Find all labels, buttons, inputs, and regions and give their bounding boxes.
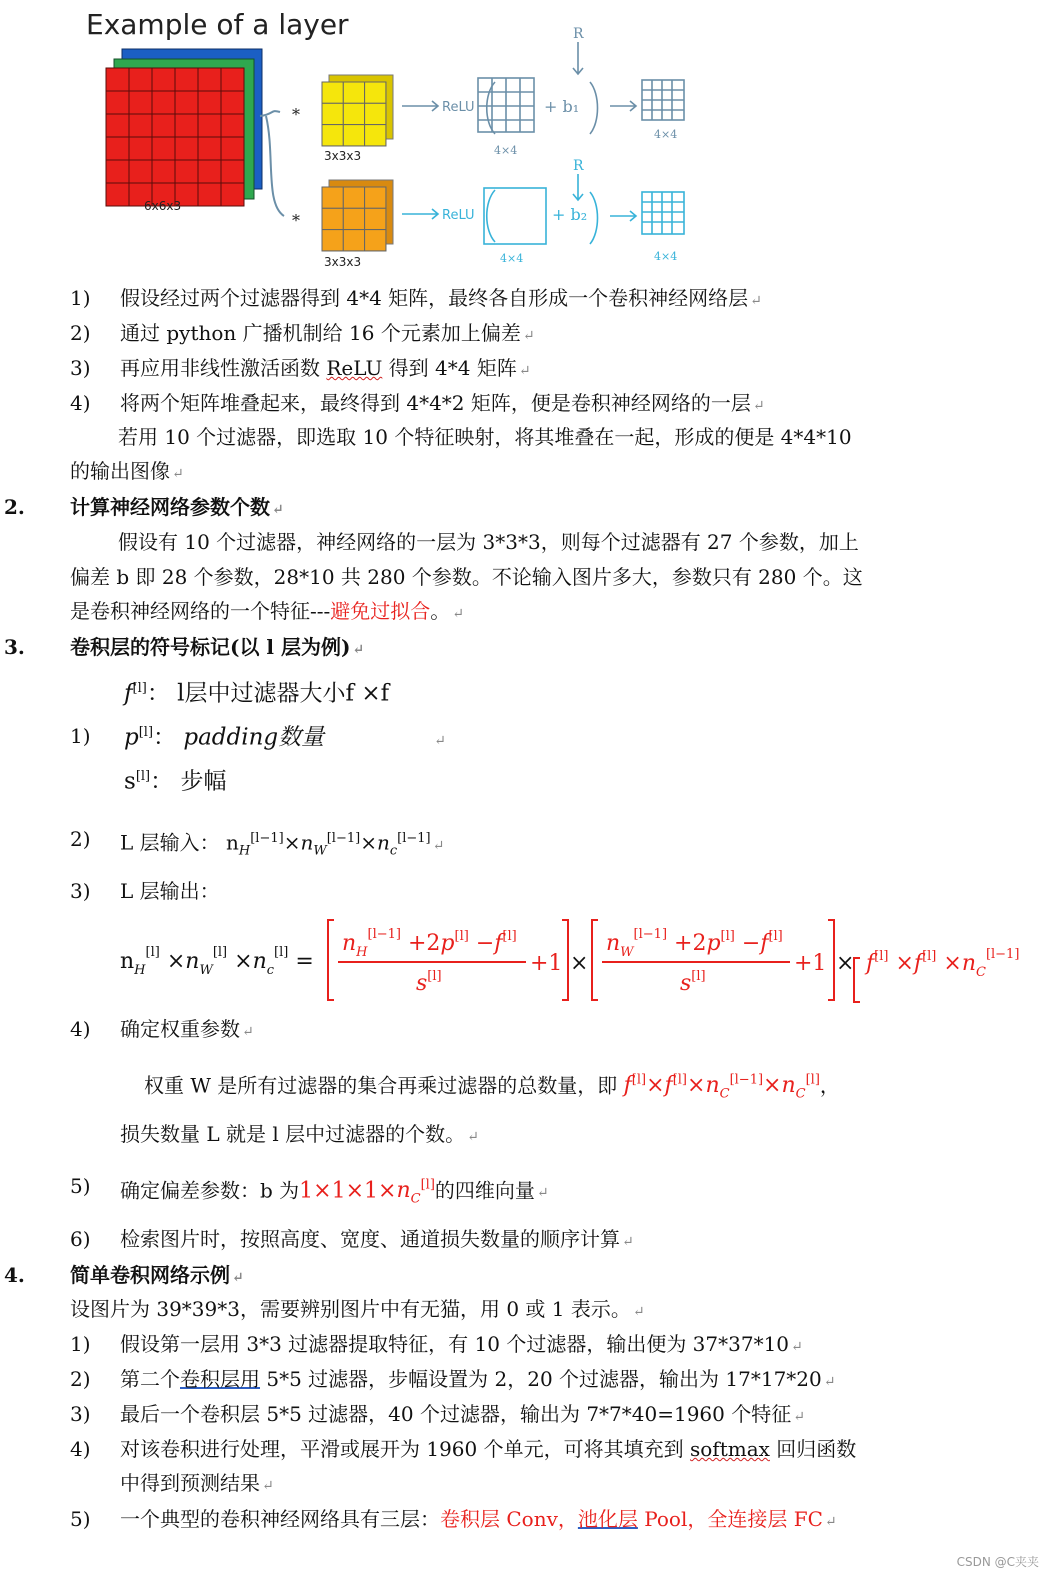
input-size-label: 6x6x3 (144, 199, 182, 213)
s4-title: 简单卷积网络示例 ↵ (70, 1263, 244, 1287)
s3-item2-text: L 层输入： $n_H[l-1]\times n_W[l-1]\times n_c[l-1]$ ↵ (120, 830, 445, 859)
filter2-cell (322, 187, 343, 208)
svg-text:s[l]: s[l] (416, 969, 442, 996)
bias-1: + b₁ (544, 97, 580, 116)
s1-item2-text: 通过 python 广播机制给 16 个元素加上偏差 ↵ (120, 321, 535, 345)
s3-f-def: f[l]： l层中过滤器大小f ×f (124, 680, 390, 707)
svg-text:+1: +1 (794, 951, 827, 976)
svg-text:s[l]: s[l] (680, 969, 706, 996)
filter2-cell (322, 230, 343, 251)
input-cell (175, 160, 198, 183)
star-2: * (292, 211, 300, 230)
svg-text:f[l] ×f[l] ×nC[l−1]: $f[l] \times f[l] \times n_C[l-1]$ (866, 947, 1020, 980)
filter2-cell (365, 187, 386, 208)
input-cell (129, 91, 152, 114)
r-1: R (573, 26, 584, 42)
s1-para-line1: 若用 10 个过滤器，即选取 10 个特征映射，将其堆叠在一起，形成的便是 4*4*10 (118, 425, 852, 449)
filter1-cell (343, 125, 364, 146)
filter-2 (322, 180, 393, 251)
s3-item6-num: 6) (70, 1227, 91, 1251)
output-size-formula (120, 918, 1040, 1008)
svg-text:nH[l] ×nW[l] ×nc[l] =: $n_H[l] \times n_W[l] \times n_c[l]$ = (120, 945, 314, 978)
filter1-cell (365, 103, 386, 124)
s2-line3: 是卷积神经网络的一个特征---避免过拟合。 ↵ (70, 599, 465, 623)
s3-weight-text: 权重 W 是所有过滤器的集合再乘过滤器的总数量，即 $f[l]\times f[l]\times n_C[l-1]\times n_C[l]$， (144, 1073, 840, 1102)
s4-item3-num: 3) (70, 1402, 91, 1426)
input-cell (198, 91, 221, 114)
input-cell (152, 160, 175, 183)
filter1-cell (322, 125, 343, 146)
input-cell (129, 68, 152, 91)
input-cell (175, 91, 198, 114)
s3-item4-label: 确定权重参数 ↵ (120, 1017, 254, 1041)
s1-item3-text: 再应用非线性激活函数 ReLU 得到 4*4 矩阵 ↵ (120, 356, 531, 380)
input-cell (198, 160, 221, 183)
input-cell (221, 160, 244, 183)
input-cell (198, 68, 221, 91)
s4-item2-text: 第二个卷积层用 5*5 过滤器，步幅设置为 2，20 个过滤器，输出为 17*17*20 ↵ (120, 1367, 836, 1391)
size-4: 4×4 (654, 250, 678, 263)
filter2-cell (343, 208, 364, 229)
relu-2: ReLU (442, 208, 475, 223)
branch-arrow-top (260, 111, 280, 116)
s1-item1-num: 1) (70, 286, 91, 310)
input-cell (129, 137, 152, 160)
filter2-cell (343, 187, 364, 208)
s4-item4-cont: 中得到预测结果 ↵ (120, 1471, 274, 1495)
s4-item5-text: 一个典型的卷积神经网络具有三层：卷积层 Conv，池化层 Pool，全连接层 FC ↵ (120, 1507, 837, 1531)
s4-number: 4. (4, 1263, 25, 1287)
s4-item4-text: 对该卷积进行处理，平滑或展开为 1960 个单元，可将其填充到 softmax 回归函数 (120, 1437, 857, 1461)
filter2-cell (365, 208, 386, 229)
s1-item4-text: 将两个矩阵堆叠起来，最终得到 4*4*2 矩阵，便是卷积神经网络的一层 ↵ (120, 391, 765, 415)
s3-item2-num: 2) (70, 827, 91, 851)
input-volume (106, 49, 262, 206)
input-cell (106, 183, 129, 206)
s4-item2-num: 2) (70, 1367, 91, 1391)
filter1-cell (343, 103, 364, 124)
s4-item5-num: 5) (70, 1507, 91, 1531)
s3-item5-text: 确定偏差参数：b 为$1\times 1\times 1\times n_C[l]$的四维向量 ↵ (120, 1178, 549, 1207)
bias-2: + b₂ (552, 205, 588, 224)
s3-item3-num: 3) (70, 879, 91, 903)
s4-item4-num: 4) (70, 1437, 91, 1461)
filter-1-size: 3x3x3 (324, 149, 362, 163)
s3-title: 卷积层的符号标记(以 l 层为例) ↵ (70, 635, 365, 659)
branch-arrow-bottom (266, 116, 284, 216)
s3-loss-text: 损失数量 L 就是 l 层中过滤器的个数。 ↵ (120, 1122, 479, 1146)
s4-item1-num: 1) (70, 1332, 91, 1356)
s2-line1: 假设有 10 个过滤器，神经网络的一层为 3*3*3，则每个过滤器有 27 个参数，加上 (118, 530, 859, 554)
filter1-cell (322, 82, 343, 103)
s1-para-line2: 的输出图像 ↵ (70, 459, 184, 483)
s3-item5-num: 5) (70, 1174, 91, 1198)
filter1-cell (322, 103, 343, 124)
input-cell (221, 91, 244, 114)
input-cell (106, 68, 129, 91)
size-2: 4×4 (654, 128, 678, 141)
input-cell (152, 114, 175, 137)
svg-text:×: × (836, 951, 855, 976)
input-cell (221, 183, 244, 206)
input-cell (221, 68, 244, 91)
filter2-cell (322, 208, 343, 229)
input-cell (198, 114, 221, 137)
r-2: R (573, 158, 584, 174)
s3-item3-label: L 层输出： (120, 879, 220, 903)
input-cell (175, 114, 198, 137)
star-1: * (292, 105, 300, 124)
s3-number: 3. (4, 635, 25, 659)
size-1: 4×4 (494, 144, 518, 157)
s2-line2: 偏差 b 即 28 个参数，28*10 共 280 个参数。不论输入图片多大，参数只有 280 个。这 (70, 565, 863, 589)
filter-2-size: 3x3x3 (324, 255, 362, 269)
input-cell (198, 137, 221, 160)
filter1-cell (343, 82, 364, 103)
figure-title: Example of a layer (86, 8, 349, 41)
filter1-cell (365, 125, 386, 146)
input-cell (152, 68, 175, 91)
s3-item6-text: 检索图片时，按照高度、宽度、通道损失数量的顺序计算 ↵ (120, 1227, 634, 1251)
s4-item1-text: 假设第一层用 3*3 过滤器提取特征，有 10 个过滤器，输出便为 37*37*10 ↵ (120, 1332, 803, 1356)
s2-title: 计算神经网络参数个数 ↵ (70, 495, 284, 519)
svg-text:×: × (570, 951, 589, 976)
input-cell (221, 137, 244, 160)
s4-item3-text: 最后一个卷积层 5*5 过滤器，40 个过滤器，输出为 7*7*40=1960 个特征 ↵ (120, 1402, 805, 1426)
input-cell (106, 91, 129, 114)
size-3: 4×4 (500, 252, 524, 265)
input-cell (175, 137, 198, 160)
s1-item3-num: 3) (70, 356, 91, 380)
relu-1: ReLU (442, 100, 475, 115)
s4-intro: 设图片为 39*39*3，需要辨别图片中有无猫，用 0 或 1 表示。 ↵ (70, 1297, 645, 1321)
input-cell (129, 160, 152, 183)
s1-item2-num: 2) (70, 321, 91, 345)
input-cell (106, 114, 129, 137)
input-cell (129, 114, 152, 137)
filter2-cell (365, 230, 386, 251)
filter-1 (322, 75, 393, 146)
input-cell (152, 91, 175, 114)
s3-s-def: s[l]： 步幅 (124, 768, 227, 795)
input-cell (198, 183, 221, 206)
filter2-cell (343, 230, 364, 251)
svg-text:nW[l−1] +2p[l] −f[l]: $n_W[l-1] +2p[l] -f[l]$ (606, 927, 783, 960)
svg-text:nH[l−1] +2p[l] −f[l]: $n_H[l-1] +2p[l] -f[l]$ (342, 927, 517, 960)
input-cell (106, 137, 129, 160)
s2-number: 2. (4, 495, 25, 519)
s3-p-def: p[l]： padding数量 ↵ (124, 724, 446, 751)
input-cell (152, 137, 175, 160)
svg-text:+1: +1 (530, 951, 563, 976)
input-cell (106, 160, 129, 183)
s3-item4-num: 4) (70, 1017, 91, 1041)
filter1-cell (365, 82, 386, 103)
s1-item1-text: 假设经过两个过滤器得到 4*4 矩阵，最终各自形成一个卷积神经网络层 ↵ (120, 286, 762, 310)
s1-item4-num: 4) (70, 391, 91, 415)
csdn-watermark: CSDN @C夹夹 (956, 1555, 1039, 1569)
input-cell (175, 68, 198, 91)
layer-example-figure (70, 4, 702, 276)
s3-item1-num: 1) (70, 724, 91, 748)
input-cell (221, 114, 244, 137)
